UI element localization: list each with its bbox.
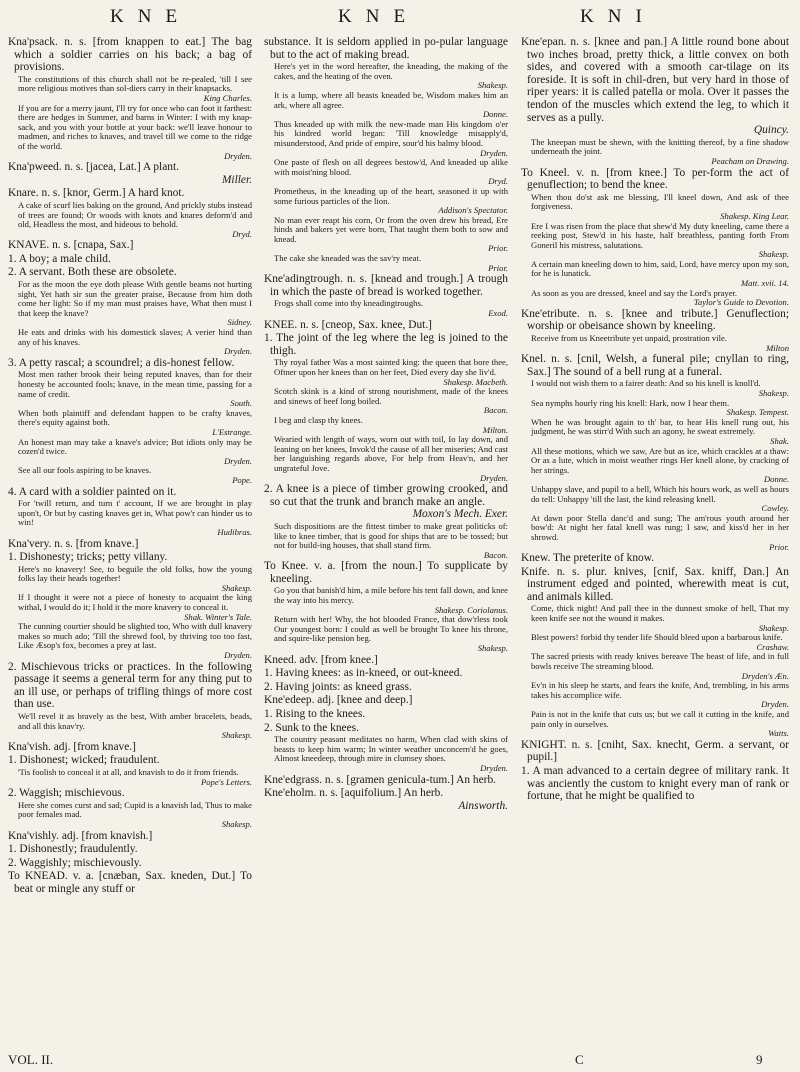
quotation-text: Return with her! Why, the hot blooded France, that dow'rless took Our youngest born: I could as well be brought To knee his throne, and squire-like pension beg. — [274, 614, 508, 644]
header-center: KNE — [338, 6, 420, 27]
dictionary-entry — [264, 787, 508, 812]
dictionary-entry — [8, 843, 252, 856]
entry-text: 1. Having knees: as in-kneed, or out-kneed. — [264, 667, 463, 680]
dictionary-entry — [264, 694, 508, 707]
citation-author: Shak. — [770, 435, 789, 446]
quotation-text: The cunning courtier should be slighted too, Who with dull knavery makes so much ado; 'Till the shrewd fool, by thriving too too fast, Like Æsop's fox, becomes a prey at last. — [18, 621, 252, 651]
citation-author: L'Estrange. — [212, 426, 252, 437]
quotation — [18, 622, 252, 660]
entry-text: 2. Mischievous tricks or practices. In the following passage it seems a general term for any thing put to an ill use, or perhaps of trifling things of more cost than use. — [8, 660, 252, 711]
dictionary-entry — [264, 319, 508, 332]
dictionary-entry — [521, 36, 789, 137]
signature-mark: C — [575, 1052, 584, 1067]
quotation — [531, 260, 789, 289]
quotation — [274, 120, 508, 158]
dictionary-entry — [264, 560, 508, 585]
citation-author: Dryden. — [480, 472, 508, 483]
dictionary-entry — [264, 708, 508, 721]
citation-author: Shakesp. — [758, 388, 789, 398]
quotation — [274, 62, 508, 91]
citation-author: Dryden. — [224, 150, 252, 161]
dictionary-entry — [521, 353, 789, 378]
dictionary-entry — [8, 36, 252, 74]
column-middle — [264, 36, 508, 1046]
dictionary-entry — [8, 239, 252, 252]
quotation — [18, 201, 252, 239]
quotation — [18, 328, 252, 357]
entry-text: substance. It is seldom applied in po-pular language but to the act of making bread. — [264, 36, 508, 61]
quotation-text: Scotch skink is a kind of strong nourishment, made of the knees and sinews of beef long boiled. — [274, 386, 508, 406]
entry-text: 2. Waggishly; mischievously. — [8, 856, 142, 869]
entry-text: 2. A knee is a piece of timber growing crooked, and so cut that the trunk and branch make an angle. — [264, 483, 508, 508]
signature-number: 9 — [756, 1052, 763, 1067]
citation-author: Shakesp. Coriolanus. — [434, 604, 508, 615]
entry-text: 2. Sunk to the knees. — [264, 721, 359, 734]
quotation-text: We'll revel it as bravely as the best, With amber bracelets, beads, and all this knav'ry. — [18, 711, 252, 731]
quotation-text: Frogs shall come into thy kneadingtroughs. — [274, 298, 423, 309]
dictionary-entry — [521, 167, 789, 192]
citation-author: Miller. — [221, 173, 252, 186]
quotation — [531, 633, 789, 652]
header-left: KNE — [110, 6, 192, 27]
entry-text: 1. Rising to the knees. — [264, 708, 366, 720]
entry-text: KNIGHT. n. s. [cniht, Sax. knecht, Germ. a servant, or pupil.] — [521, 738, 789, 764]
entry-text: 1. Dishonestly; fraudulently. — [8, 843, 138, 856]
dictionary-entry — [8, 266, 252, 279]
citation-author: Sidney. — [227, 317, 252, 328]
quotation-text: No man ever reapt his corn, Or from the oven drew his bread, Ere hinds and bakers yet were born, That taught them both to sow and knead. — [274, 214, 508, 244]
quotation-text: A certain man kneeling down to him, said, Lord, have mercy upon my son, for he is lunatick. — [531, 258, 789, 279]
quotation-text: I would not wish them to a fairer death: And so his knell is knoll'd. — [531, 378, 761, 389]
citation-author: Taylor's Guide to Devotion. — [693, 297, 789, 308]
quotation-text: The kneepan must be shewn, with the knitting thereof, by a fine shadow underneath the joint. — [531, 136, 789, 157]
quotation-text: Thus kneaded up with milk the new-made man His kingdom o'er his kindred world began: 'Till knowledge misapply'd, misunderstood, And pride of empire, sour'd his balmy blood. — [274, 118, 508, 148]
entry-text: 1. The joint of the leg where the leg is joined to the thigh. — [264, 332, 508, 357]
citation-author: Milton. — [482, 424, 508, 435]
quotation — [18, 438, 252, 467]
citation-author: Pope. — [232, 474, 252, 485]
quotation-text: The cake she kneaded was the sav'ry meat. — [274, 253, 422, 264]
entry-text: 1. Dishonesty; tricks; petty villany. — [8, 551, 168, 564]
quotation-text: When both plaintiff and defendant happen to be crafty knaves, there's equity against both. — [18, 407, 252, 428]
quotation-text: Unhappy slave, and pupil to a bell, Which his hours work, as well as hours do tell: Unhappy 'till the last, the kind releasing knell. — [531, 483, 789, 504]
entry-text: 1. A man advanced to a certain degree of military rank. It was anciently the custom to knight every man of rank or fortune, that he might be qualified to — [521, 764, 789, 803]
quotation — [18, 466, 252, 485]
quotation — [274, 735, 508, 773]
quotation — [274, 358, 508, 387]
citation-author: Matt. xvii. 14. — [741, 278, 789, 289]
citation-author: Prior. — [769, 541, 789, 552]
volume-label: VOL. II. — [8, 1052, 54, 1067]
quotation-text: He eats and drinks with his domestick slaves; A verier hind than any of his knaves. — [18, 327, 252, 347]
quotation — [531, 193, 789, 222]
citation-author: Dryden. — [761, 699, 789, 710]
quotation-text: Here's yet in the word hereafter, the kneading, the making of the cakes, and the heating of the oven. — [274, 61, 508, 81]
dictionary-entry — [8, 787, 252, 800]
citation-author: Shakesp. Macbeth. — [443, 376, 508, 387]
quotation — [531, 399, 789, 418]
citation-author: Addison's Spectator. — [438, 205, 508, 216]
citation-author: Ainsworth. — [458, 799, 508, 812]
entry-text: Kna'psack. n. s. [from knappen to eat.] The bag which a soldier carries on his back; a bag of provisions. — [8, 36, 252, 74]
quotation-text: As soon as you are dressed, kneel and say the Lord's prayer. — [531, 287, 738, 298]
dictionary-entry — [8, 161, 252, 186]
dictionary-entry — [8, 538, 252, 551]
entry-text: 2. Waggish; mischievous. — [8, 787, 125, 800]
entry-text: Kneed. adv. [from knee.] — [264, 653, 378, 666]
quotation — [18, 565, 252, 594]
running-header — [0, 6, 800, 30]
quotation-text: Sea nymphs hourly ring his knell: Hark, now I hear them. — [531, 397, 730, 408]
citation-author: Donne. — [482, 109, 508, 120]
quotation-text: Most men rather brook their being reputed knaves, than for their honesty be accounted fools; knave, in the mean time, passing for a name of credit. — [18, 369, 252, 399]
quotation-text: Here she comes curst and sad; Cupid is a knavish lad, Thus to make poor females mad. — [18, 799, 252, 820]
quotation — [531, 289, 789, 308]
quotation-text: Thy royal father Was a most sainted king: the queen that bore thee, Oftner upon her knees than on her feet, Died every day she liv'd. — [274, 357, 508, 377]
quotation-text: All these motions, which we saw, Are but as ice, which crackles at a thaw: Or as a lute, which in moist weather rings Her knell alone, by cracking of her strings. — [531, 445, 789, 475]
quotation-text: An honest man may take a knave's advice; But idiots only may be cozen'd twice. — [18, 436, 252, 457]
citation-author: Moxon's Mech. Exer. — [412, 508, 508, 521]
quotation-text: If you are for a merry jaunt, I'll try for once who can foot it farthest: there are hedges in Summer, and barns in Winter: I with my knap-sack, and you with your bottle at your back: we'll leave honour to madmen, and riches to knaves, and travel till we come to the ridge of the world. — [18, 102, 252, 151]
quotation — [531, 334, 789, 353]
quotation — [18, 768, 252, 787]
quotation — [18, 280, 252, 328]
citation-author: Dryden. — [224, 455, 252, 466]
quotation-text: Come, thick night! And pall thee in the dunnest smoke of hell, That my keen knife see not the wound it makes. — [531, 603, 789, 624]
dictionary-entry — [8, 857, 252, 870]
quotation — [531, 379, 789, 398]
citation-author: Shakesp. — [477, 643, 508, 654]
citation-author: King Charles. — [203, 92, 252, 103]
dictionary-entry — [8, 870, 252, 895]
citation-author: Crashaw. — [756, 641, 789, 652]
page-footer — [8, 1052, 788, 1068]
quotation-text: When he was brought again to th' bar, to hear His knell rung out, his judgment, he was stirr'd With such an agony, he sweat extremely. — [531, 416, 789, 437]
quotation-text: Go you that banish'd him, a mile before his tent fall down, and knee the way into his mercy. — [274, 585, 508, 606]
quotation-text: See all our fools aspiring to be knaves. — [18, 465, 152, 476]
quotation-text: Prometheus, in the kneading up of the heart, seasoned it up with some furious particles of the lion. — [274, 185, 508, 206]
quotation — [531, 652, 789, 681]
quotation — [531, 485, 789, 514]
entry-text: Kna'vishly. adj. [from knavish.] — [8, 829, 153, 842]
quotation — [18, 75, 252, 104]
citation-author: Quincy. — [753, 124, 789, 137]
citation-author: Shakesp. — [477, 80, 508, 91]
quotation — [18, 104, 252, 162]
dictionary-entry — [264, 722, 508, 735]
entry-text: Kna'vish. adj. [from knave.] — [8, 740, 136, 753]
quotation-text: For 'twill return, and turn t' account, If we are brought in play upon't, Or but by casting knaves get in, What pow'r can hinder us to win! — [18, 498, 252, 528]
entry-text: Kna'pweed. n. s. [jacea, Lat.] A plant. — [8, 161, 179, 174]
entry-text: 1. Dishonest; wicked; fraudulent. — [8, 754, 160, 767]
entry-text: Knew. The preterite of know. — [521, 552, 655, 565]
quotation-text: For as the moon the eye doth please With gentle beams not hurting sight, Yet hath sir sun the greater praise, Because from him doth come her light: So if my man must praises have, What then must I that keep the knave? — [18, 279, 252, 318]
citation-author: Peacham on Drawing. — [711, 155, 789, 166]
entry-text: Kne'eholm. n. s. [aquifolium.] An herb. — [264, 787, 444, 800]
quotation-text: The constitutions of this church shall not be re-pealed, 'till I see more religious motives than sol-diers carry in their knapsacks. — [18, 73, 252, 94]
entry-text: Kne'edeep. adj. [knee and deep.] — [264, 694, 413, 707]
entry-text: 3. A petty rascal; a scoundrel; a dis-honest fellow. — [8, 356, 235, 369]
dictionary-entry — [264, 332, 508, 357]
citation-author: Dryd. — [488, 176, 508, 187]
quotation — [274, 91, 508, 120]
entry-text: Kna'very. n. s. [from knave.] — [8, 537, 139, 550]
entry-text: Kne'epan. n. s. [knee and pan.] A little round bone about two inches broad, pretty thick, a little convex on both sides, and covered with a smooth car-tilage on its foreside. It is soft in chil-dren, but very hard in those of riper years: it is called patella or mola. Over it passes the tendon of the muscles which extend the leg, to which it serves as a pully. — [521, 36, 789, 124]
citation-author: South. — [230, 398, 252, 409]
quotation — [18, 712, 252, 741]
entry-text: Kne'etribute. n. s. [knee and tribute.] Genuflection; worship or obeisance shown by kneeling. — [521, 307, 789, 333]
citation-author: Dryden. — [224, 650, 252, 661]
quotation — [274, 254, 508, 273]
quotation-text: Such dispositions are the fittest timber to make great politicks of: like to knee timber, that is good for ships that are to be tossed; but not for build-ing houses, that shall stand firm. — [274, 520, 508, 551]
quotation-text: Wearied with length of ways, worn out with toil, Io lay down, and leaning on her knees, Invok'd the cause of all her miseries; And cast her languishing regards above, For help from Heav'n, and her ungrateful Jove. — [274, 434, 508, 473]
dictionary-entry — [264, 483, 508, 521]
entry-text: Knel. n. s. [cnil, Welsh, a funeral pile; cnyllan to ring, Sax.] The sound of a bell rung at a funeral. — [521, 353, 789, 378]
entry-text: To KNEAD. v. a. [cnæban, Sax. kneden, Dut.] To beat or mingle any stuff or — [8, 870, 252, 895]
quotation — [274, 299, 508, 318]
entry-text: KNEE. n. s. [cneop, Sax. knee, Dut.] — [264, 318, 432, 331]
citation-author: Shak. Winter's Tale. — [184, 611, 252, 622]
citation-author: Bacon. — [483, 405, 508, 416]
dictionary-entry — [264, 273, 508, 298]
quotation — [274, 435, 508, 483]
citation-author: Dryden's Æn. — [741, 670, 789, 681]
quotation — [531, 447, 789, 485]
dictionary-entry — [264, 654, 508, 667]
quotation — [531, 681, 789, 710]
quotation-text: Here's no knavery! See, to beguile the old folks, how the young folks lay their heads together! — [18, 563, 252, 584]
dictionary-entry — [521, 552, 789, 565]
quotation — [18, 370, 252, 408]
header-right: KNI — [580, 6, 656, 27]
dictionary-entry — [264, 667, 508, 680]
dictionary-entry — [8, 187, 252, 200]
quotation — [274, 615, 508, 653]
column-right — [521, 36, 789, 1046]
entry-text: 2. Having joints: as kneed grass. — [264, 680, 412, 693]
quotation — [18, 499, 252, 537]
quotation-text: The country peasant meditates no harm, When clad with skins of beasts to keep him warm; In winter weather unconcern'd he goes, Almost kneedeep, through mire in clumsey shoes. — [274, 734, 508, 764]
quotation — [274, 158, 508, 187]
citation-author: Exod. — [488, 308, 508, 319]
citation-author: Dryden. — [480, 147, 508, 158]
quotation — [531, 604, 789, 633]
quotation — [274, 216, 508, 254]
citation-author: Pope's Letters. — [200, 776, 252, 787]
quotation — [531, 418, 789, 447]
citation-author: Prior. — [488, 262, 508, 273]
dictionary-entry — [8, 661, 252, 711]
dictionary-entry — [8, 741, 252, 754]
citation-author: Prior. — [488, 243, 508, 254]
quotation-text: 'Tis foolish to conceal it at all, and knavish to do it from friends. — [18, 766, 239, 777]
column-left — [8, 36, 252, 1046]
entry-text: Knare. n. s. [knor, Germ.] A hard knot. — [8, 187, 185, 200]
dictionary-entry — [8, 830, 252, 843]
citation-author: Dryden. — [224, 346, 252, 357]
citation-author: Shakesp. — [221, 818, 252, 829]
quotation-text: Blest powers! forbid thy tender life Should bleed upon a barbarous knife. — [531, 632, 783, 643]
citation-author: Shakesp. Tempest. — [726, 407, 789, 418]
quotation-text: One paste of flesh on all degrees bestow'd, And kneaded up alike with moist'ning blood. — [274, 157, 508, 177]
quotation-text: Pain is not in the knife that cuts us; but we call it cutting in the knife, and pain only in ourselves. — [531, 709, 789, 729]
quotation-text: Ere I was risen from the place that shew'd My duty kneeling, came there a reeking post, Stew'd in his haste, half breathless, panting forth From Goneril his mistress, salutations. — [531, 220, 789, 250]
citation-author: Cowley. — [761, 503, 789, 514]
quotation-text: Ev'n in his sleep he starts, and fears the knife, And, trembling, in his arms takes his accomplice wife. — [531, 680, 789, 700]
dictionary-entry — [8, 357, 252, 370]
dictionary-entry — [8, 486, 252, 499]
quotation — [531, 222, 789, 260]
entry-text: KNAVE. n. s. [cnapa, Sax.] — [8, 239, 134, 252]
quotation — [18, 801, 252, 830]
dictionary-entry — [521, 739, 789, 764]
entry-text: 4. A card with a soldier painted on it. — [8, 485, 177, 498]
dictionary-entry — [8, 754, 252, 767]
citation-author: Dryden. — [480, 762, 508, 773]
dictionary-entry — [521, 308, 789, 333]
citation-author: Shakesp. — [758, 249, 789, 260]
citation-author: Dryd. — [232, 228, 252, 239]
quotation — [531, 514, 789, 552]
entry-text: Kne'adingtrough. n. s. [knead and trough.] A trough in which the paste of bread is worked together. — [264, 273, 508, 298]
citation-author: Milton — [766, 342, 789, 353]
citation-author: Shakesp. — [758, 622, 789, 633]
quotation-text: At dawn poor Stella danc'd and sung; The am'rous youth around her bow'd: At night her fatal knell was rung; I saw, and kiss'd her in her shrowd. — [531, 512, 789, 542]
entry-text: To Kneel. v. n. [from knee.] To per-form the act of genuflection; to bend the knee. — [521, 166, 789, 192]
entry-text: 1. A boy; a male child. — [8, 252, 111, 265]
citation-author: Shakesp. — [221, 730, 252, 741]
dictionary-entry — [521, 566, 789, 604]
quotation-text: A cake of scurf lies baking on the ground, And prickly stubs instead of trees are found; Or woods with knots and knares deform'd and old, Headless the most, and hideous to behold. — [18, 199, 252, 230]
entry-text: Kne'edgrass. n. s. [gramen genicula-tum.] An herb. — [264, 773, 497, 786]
dictionary-entry — [8, 551, 252, 564]
entry-text: To Knee. v. a. [from the noun.] To supplicate by kneeling. — [264, 560, 508, 585]
quotation — [274, 586, 508, 615]
dictionary-entry — [264, 681, 508, 694]
dictionary-entry — [8, 253, 252, 266]
quotation — [531, 138, 789, 167]
quotation-text: When thou do'st ask me blessing, I'll kneel down, And ask of thee forgiveness. — [531, 191, 789, 212]
citation-author: Shakesp. — [221, 582, 252, 593]
quotation — [274, 416, 508, 435]
citation-author: Donne. — [763, 474, 789, 485]
quotation — [18, 593, 252, 622]
quotation-text: If I thought it were not a piece of honesty to acquaint the king withal, I would do it; I hold it the more knavery to conceal it. — [18, 592, 252, 613]
quotation-text: I beg and clasp thy knees. — [274, 414, 363, 425]
entry-text: 2. A servant. Both these are obsolete. — [8, 266, 177, 279]
dictionary-entry — [264, 36, 508, 61]
citation-author: Hudibras. — [217, 526, 252, 537]
citation-author: Watts. — [768, 728, 789, 739]
quotation — [274, 187, 508, 216]
quotation — [531, 710, 789, 739]
citation-author: Bacon. — [483, 549, 508, 560]
quotation — [274, 387, 508, 416]
dictionary-entry — [521, 765, 789, 803]
citation-author: Shakesp. King Lear. — [720, 210, 789, 221]
quotation-text: Receive from us Kneetribute yet unpaid, prostration vile. — [531, 333, 727, 344]
dictionary-entry — [264, 774, 508, 787]
quotation-text: The sacred priests with ready knives bereave The beast of life, and in full bowls receive The streaming blood. — [531, 651, 789, 672]
quotation-text: It is a lump, where all beasts kneaded be, Wisdom makes him an ark, where all agree. — [274, 89, 508, 110]
quotation — [274, 522, 508, 560]
entry-text: Knife. n. s. plur. knives, [cnif, Sax. kniff, Dan.] An instrument edged and pointed, wherewith meat is cut, and animals killed. — [521, 565, 789, 603]
quotation — [18, 409, 252, 438]
